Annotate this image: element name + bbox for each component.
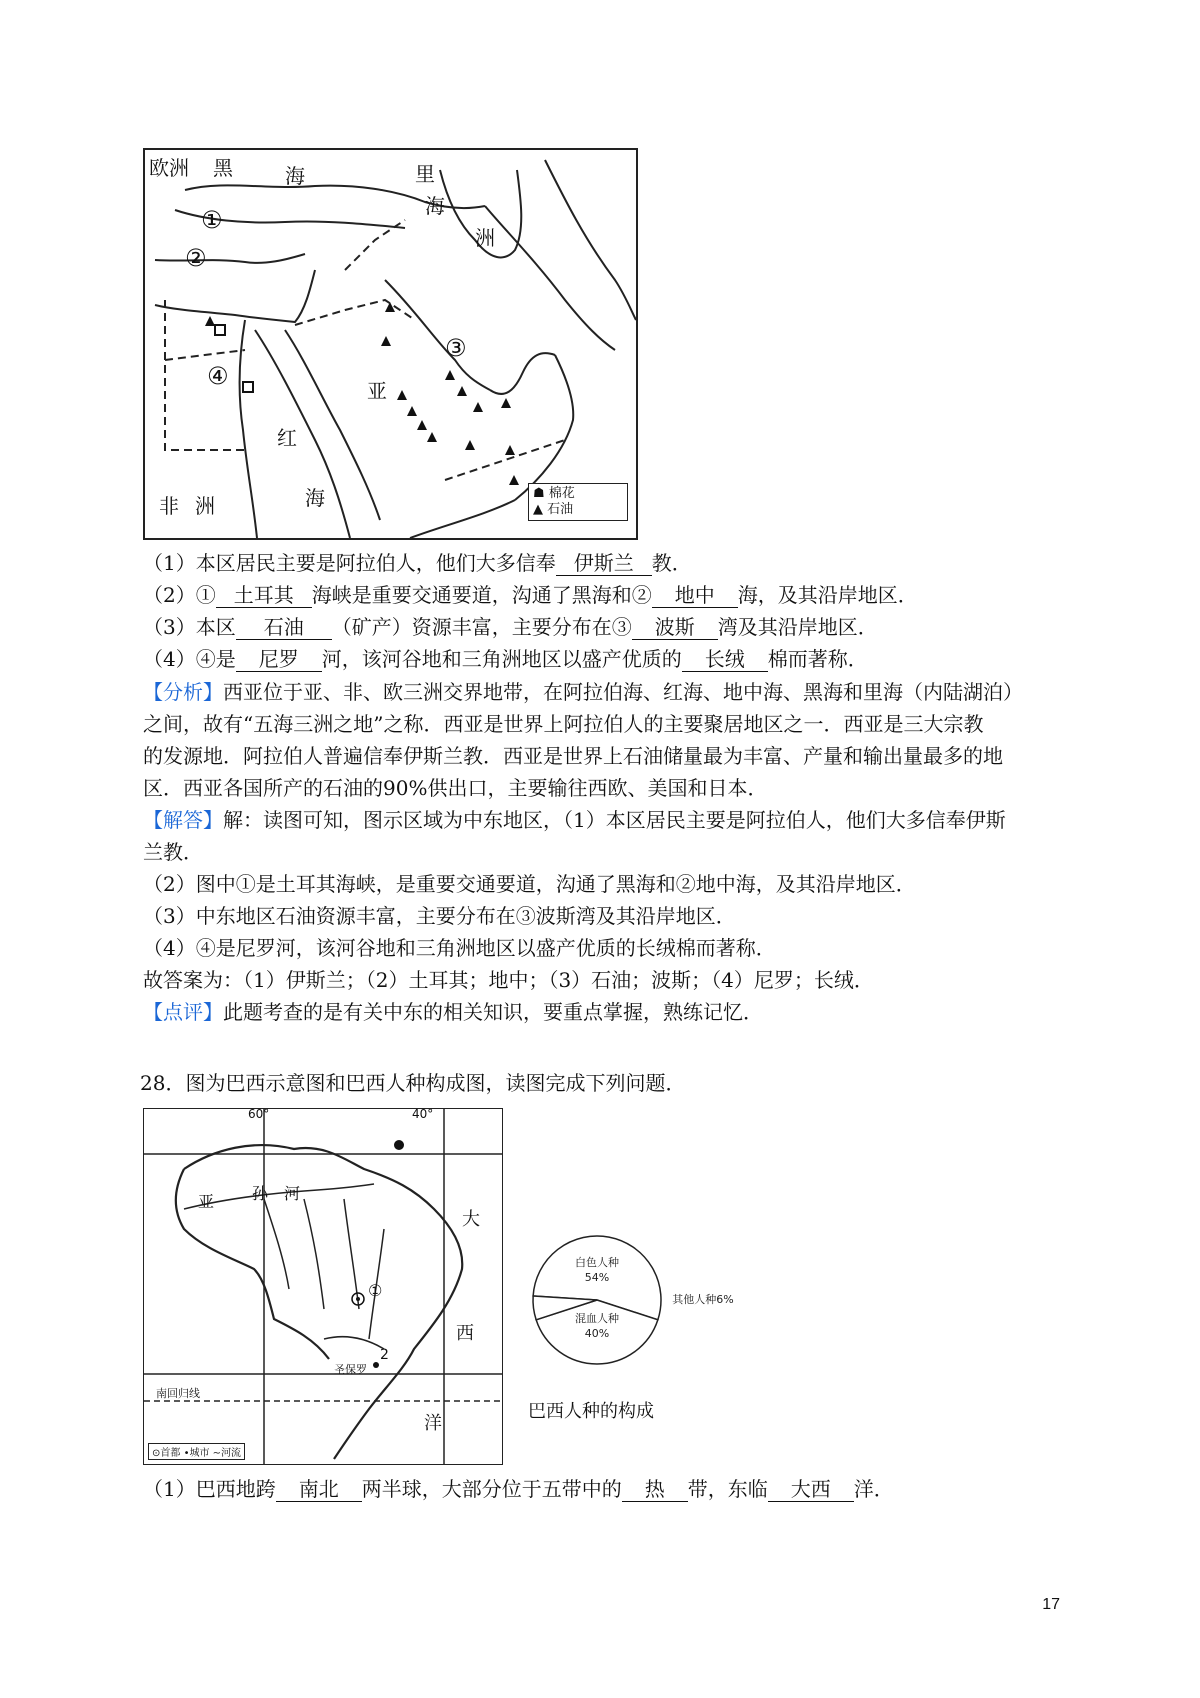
answer-line-3 — [143, 869, 916, 899]
answer-blank: 尼罗 — [236, 647, 322, 672]
page-number: 17 — [1042, 1596, 1060, 1613]
answer-blank: 土耳其 — [216, 583, 312, 608]
analysis-line-1 — [143, 677, 1023, 707]
pie-label-1-1: 40% — [584, 1327, 610, 1340]
answer-line-2 — [143, 837, 203, 867]
label-da: 大 — [462, 1209, 480, 1230]
q27-l4-pre: （4）④是 — [143, 647, 236, 671]
river-icon: ∼ — [212, 1448, 222, 1459]
q28-title — [140, 1068, 685, 1098]
analysis-line-3 — [143, 741, 1003, 771]
legend-cotton-label: 棉花 — [548, 486, 575, 501]
q27-l3-mid: （矿产）资源丰富，主要分布在③ — [331, 615, 632, 639]
q27-l2-post: 海，及其沿岸地区． — [737, 583, 918, 607]
analysis-text-4: 区．西亚各国所产的石油的90%供出口，主要输往西欧、美国和日本． — [143, 776, 768, 800]
q27-line-4 — [143, 644, 868, 674]
label-africa-2: 洲 — [195, 494, 215, 518]
brazil-map — [143, 1108, 503, 1465]
legend-oil — [533, 502, 623, 518]
answer-blank: 南北 — [276, 1477, 362, 1502]
q27-l4-post: 棉而著称． — [767, 647, 868, 671]
analysis-line-2 — [143, 709, 983, 739]
q28-l1-m2: 带，东临 — [687, 1477, 768, 1501]
label-asia-1: 洲 — [475, 226, 495, 250]
marker-4: ④ — [207, 362, 229, 390]
q27-l2-pre: （2）① — [143, 583, 216, 607]
q28-title-text: 28．图为巴西示意图和巴西人种构成图，读图完成下列问题． — [140, 1071, 686, 1095]
legend-city: 城市 — [189, 1448, 210, 1459]
answer-text-5: （4）④是尼罗河，该河谷地和三角洲地区以盛产优质的长绒棉而著称． — [143, 936, 776, 960]
label-sun: 孙 — [252, 1184, 269, 1203]
answer-text-2: 兰教． — [143, 840, 203, 864]
analysis-line-4 — [143, 773, 767, 803]
label-xi: 西 — [456, 1323, 474, 1344]
pie-caption: 巴西人种的构成 — [528, 1401, 654, 1422]
label-yang: 洋 — [424, 1413, 442, 1434]
pie-label-2-0: 其他人种6% — [672, 1293, 734, 1306]
race-pie-chart — [525, 1220, 735, 1380]
oil-icon: ▲ — [533, 502, 543, 517]
cotton-icon: ☗ — [533, 486, 545, 501]
lon-60: 60° — [248, 1108, 270, 1121]
comment-tag: 【点评】 — [143, 1000, 223, 1024]
answer-line-4 — [143, 901, 736, 931]
label-black-1: 黑 — [213, 156, 233, 180]
label-saopaulo: 圣保罗 — [334, 1363, 367, 1376]
analysis-tag: 【分析】 — [143, 680, 223, 704]
answer-line-1 — [143, 805, 1006, 835]
q27-line-2 — [143, 580, 918, 610]
comment-line — [143, 997, 763, 1027]
answer-blank: 伊斯兰 — [556, 551, 652, 576]
answer-tag: 【解答】 — [143, 808, 223, 832]
label-ya: 亚 — [198, 1192, 215, 1211]
q27-l3-post: 湾及其沿岸地区． — [717, 615, 878, 639]
pie-label-1-0: 混血人种 — [575, 1312, 619, 1325]
answer-blank: 大西 — [768, 1477, 854, 1502]
q28-l1-pre: （1）巴西地跨 — [143, 1477, 276, 1501]
analysis-text-3: 的发源地．阿拉伯人普遍信奉伊斯兰教．西亚是世界上石油储量最为丰富、产量和输出量最多的地 — [143, 744, 1003, 768]
label-c2: 2 — [380, 1347, 389, 1363]
q27-l2-mid: 海峡是重要交通要道，沟通了黑海和② — [311, 583, 652, 607]
q27-l4-mid: 河，该河谷地和三角洲地区以盛产优质的 — [321, 647, 682, 671]
label-africa-1: 非 — [159, 494, 179, 518]
pie-label-0-1: 54% — [584, 1271, 610, 1284]
legend-capital: 首都 — [160, 1448, 181, 1459]
label-c1: ① — [368, 1281, 383, 1300]
comment-text: 此题考查的是有关中东的相关知识，要重点掌握，熟练记忆． — [223, 1000, 763, 1024]
q27-l1-pre: （1）本区居民主要是阿拉伯人，他们大多信奉 — [143, 551, 556, 575]
label-he: 河 — [284, 1184, 301, 1203]
q27-l1-post: 教． — [651, 551, 692, 575]
middle-east-map — [143, 148, 638, 540]
label-tropic: 南回归线 — [156, 1387, 200, 1400]
answer-blank: 长绒 — [682, 647, 768, 672]
label-europe: 欧洲 — [149, 156, 189, 180]
q28-line-1 — [143, 1474, 894, 1504]
q27-line-1 — [143, 548, 692, 578]
legend-cotton — [533, 486, 623, 502]
q27-l3-pre: （3）本区 — [143, 615, 236, 639]
legend-river: 河流 — [221, 1448, 242, 1459]
answer-blank: 波斯 — [632, 615, 718, 640]
answer-blank: 石油 — [236, 615, 332, 640]
map1-legend — [528, 483, 628, 521]
brazil-map-lines — [144, 1109, 502, 1464]
label-red-1: 红 — [277, 426, 297, 450]
answer-blank: 地中 — [652, 583, 738, 608]
marker-2: ② — [185, 244, 207, 272]
city-icon: • — [183, 1448, 190, 1459]
label-black-2: 海 — [285, 164, 305, 188]
answer-line-6 — [143, 965, 874, 995]
label-red-2: 海 — [305, 486, 325, 510]
answer-text-6: 故答案为：（1）伊斯兰；（2）土耳其；地中；（3）石油；波斯；（4）尼罗；长绒． — [143, 968, 874, 992]
legend-oil-label: 石油 — [547, 502, 574, 517]
answer-line-5 — [143, 933, 776, 963]
capital-icon: ⊙ — [152, 1448, 161, 1459]
marker-3: ③ — [445, 334, 467, 362]
brazil-map-legend — [148, 1443, 245, 1460]
q27-line-3 — [143, 612, 878, 642]
label-asia-2: 亚 — [367, 379, 387, 403]
lon-40: 40° — [412, 1108, 434, 1121]
pie-label-0-0: 白色人种 — [575, 1256, 619, 1269]
answer-text-1: 解：读图可知，图示区域为中东地区，（1）本区居民主要是阿拉伯人，他们大多信奉伊斯 — [223, 808, 1006, 832]
answer-blank: 热 — [622, 1477, 688, 1502]
analysis-text-1: 西亚位于亚、非、欧三洲交界地带，在阿拉伯海、红海、地中海、黑海和里海（内陆湖泊） — [223, 680, 1023, 704]
answer-text-3: （2）图中①是土耳其海峡，是重要交通要道，沟通了黑海和②地中海，及其沿岸地区． — [143, 872, 916, 896]
label-caspian-1: 里 — [415, 162, 435, 186]
answer-text-4: （3）中东地区石油资源丰富，主要分布在③波斯湾及其沿岸地区． — [143, 904, 736, 928]
label-caspian-2: 海 — [425, 194, 445, 218]
analysis-text-2: 之间，故有“五海三洲之地”之称．西亚是世界上阿拉伯人的主要聚居地区之一．西亚是三大宗教 — [143, 712, 984, 736]
marker-1: ① — [201, 206, 223, 234]
q28-l1-m1: 两半球，大部分位于五带中的 — [361, 1477, 622, 1501]
q28-l1-post: 洋． — [853, 1477, 894, 1501]
